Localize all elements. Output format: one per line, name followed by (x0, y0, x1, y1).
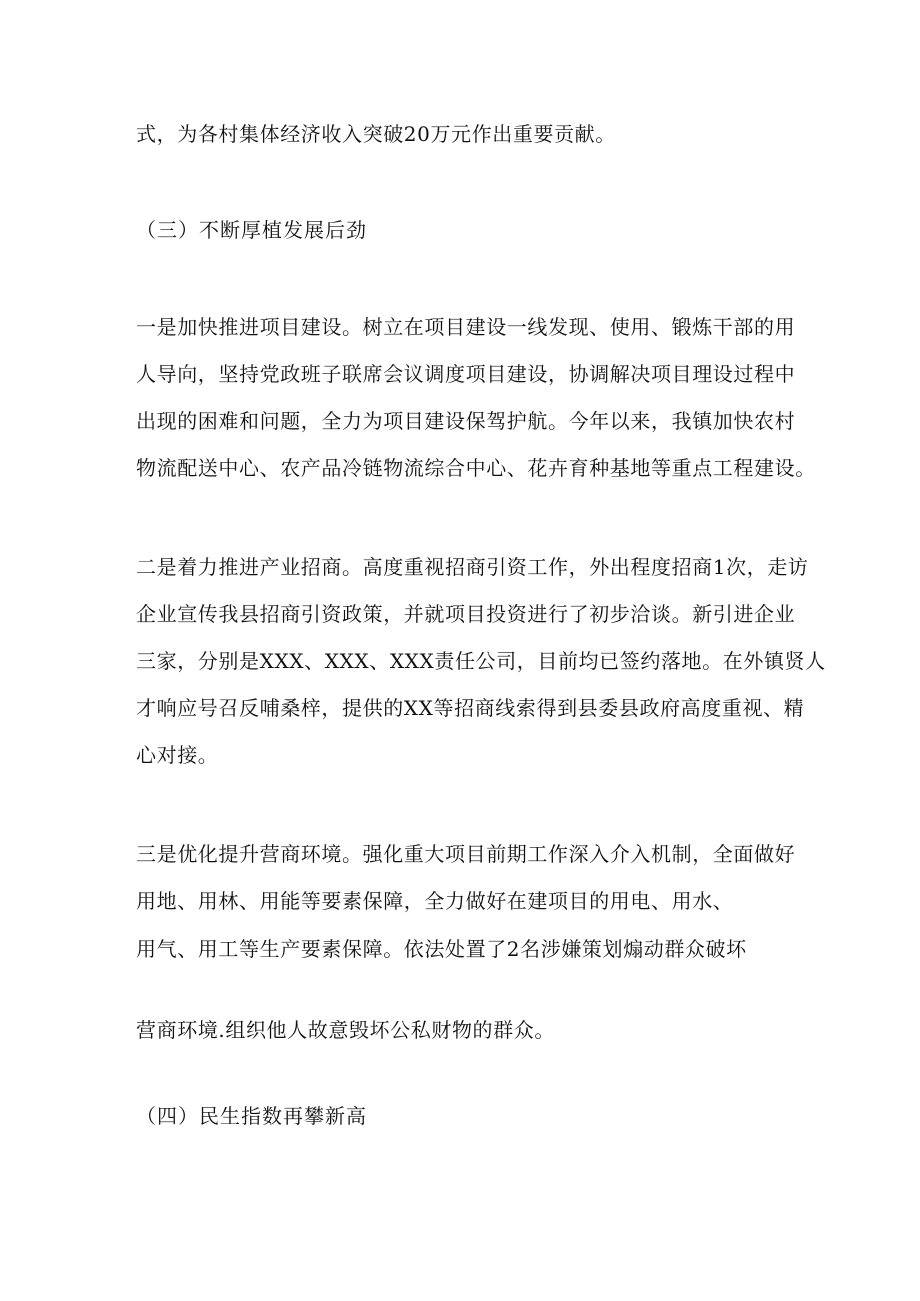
paragraph-line: 用气、用工等生产要素保障。依法处置了2名涉嫌策划煽动群众破坏 (136, 937, 747, 961)
paragraph-line: 三家，分别是XXX、XXX、XXX责任公司，目前均已签约落地。在外镇贤人 (136, 649, 826, 673)
paragraph-line: 心对接。 (136, 743, 219, 767)
paragraph-line: 人导向，坚持党政班子联席会议调度项目建设，协调解决项目理设过程中 (136, 362, 796, 386)
paragraph-line: 企业宣传我县招商引资政策，并就项目投资进行了初步洽谈。新引进企业 (136, 602, 796, 626)
paragraph-line: 物流配送中心、农产品冷链物流综合中心、花卉育种基地等重点工程建设。 (136, 456, 816, 480)
paragraph-line: 用地、用林、用能等要素保障，全力做好在建项目的用电、用水、 (136, 889, 734, 913)
paragraph-line: 一是加快推进项目建设。树立在项目建设一线发现、使用、锻炼干部的用 (136, 315, 796, 339)
paragraph-line: 二是着力推进产业招商。高度重视招商引资工作，外出程度招商1次，走访 (136, 555, 809, 579)
paragraph-continuation: 式，为各村集体经济收入突破20万元作出重要贡献。 (136, 122, 616, 146)
paragraph-line: 出现的困难和问题，全力为项目建设保驾护航。今年以来，我镇加快农村 (136, 409, 796, 433)
paragraph-line: 三是优化提升营商环境。强化重大项目前期工作深入介入机制，全面做好 (136, 842, 796, 866)
section-heading-3: （三）不断厚植发展后劲 (136, 218, 367, 242)
paragraph-line: 营商环境.组织他人故意毁坏公私财物的群众。 (136, 1018, 555, 1042)
section-heading-4: （四）民生指数再攀新高 (136, 1104, 367, 1128)
paragraph-line: 才响应号召反哺桑梓，提供的XX等招商线索得到县委县政府高度重视、精 (136, 696, 805, 720)
